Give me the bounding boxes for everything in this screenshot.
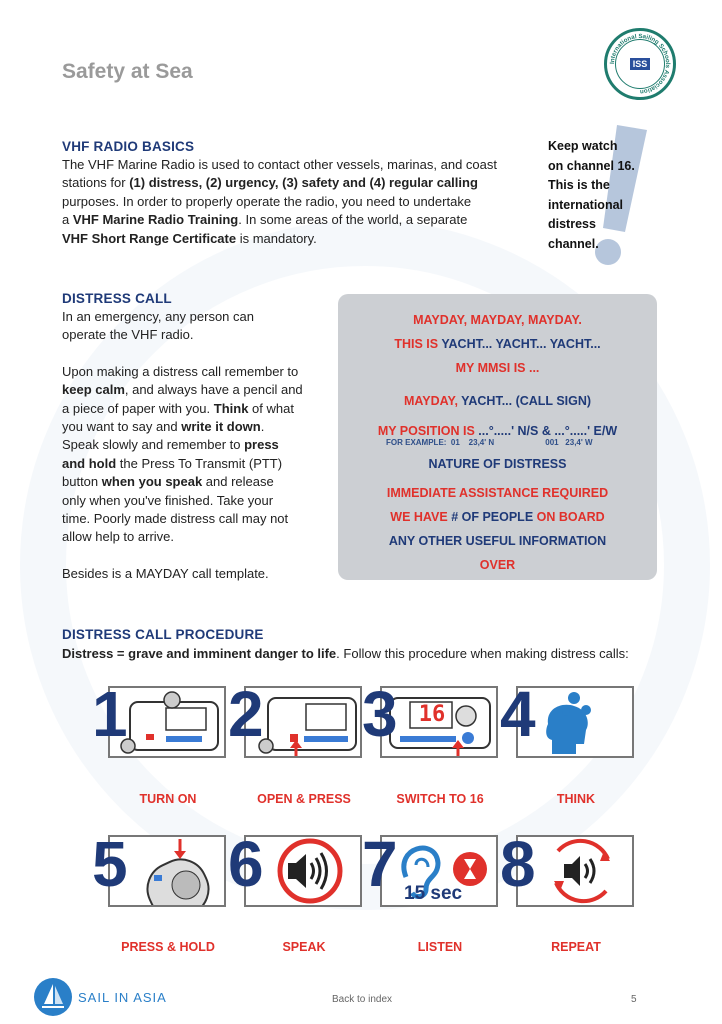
page-title: Safety at Sea: [62, 60, 193, 83]
iss-logo: [604, 28, 676, 100]
template-line-4: MAYDAY, YACHT... (CALL SIGN): [403, 394, 592, 408]
svg-text:International Sailing Schools: [609, 33, 671, 95]
distress-paragraph: In an emergency, any person can operate the VHF radio. Upon making a distress call remember to keep calm, and always have a pencil and a piece of paper with you. Think of what you want to say and write it down. Speak slowly and remember to press and hold the Press To Transmit (PTT) button when you speak and release only when you've finished. Take your time. Poorly made distress call may not allow help to arrive. Besides is a MAYDAY call template.: [62, 309, 303, 581]
vhf-heading: VHF RADIO BASICS: [62, 139, 195, 154]
distress-heading: DISTRESS CALL: [62, 291, 172, 306]
step-4-number: 4: [500, 678, 536, 750]
step-6-label: SPEAK: [282, 940, 326, 954]
step-6-number: 6: [228, 828, 264, 900]
step-2-number: 2: [228, 678, 264, 750]
logo-ring-text: International Sailing Schools Association: [608, 32, 672, 96]
listen-duration: 15 sec: [404, 883, 463, 904]
procedure-heading: DISTRESS CALL PROCEDURE: [62, 627, 264, 642]
template-line-9: ANY OTHER USEFUL INFORMATION: [388, 534, 607, 548]
step-7-number: 7: [362, 828, 398, 900]
template-line-10: OVER: [479, 558, 516, 572]
sail-in-asia-logo-icon: [34, 978, 72, 1016]
template-line-3: MY MMSI IS ...: [455, 361, 540, 375]
step-3-box: [380, 686, 498, 758]
logo-ring-icon: [607, 31, 673, 97]
step-8-label: REPEAT: [551, 940, 601, 954]
step-5-number: 5: [92, 828, 128, 900]
template-line-2: THIS IS YACHT... YACHT... YACHT...: [394, 337, 601, 351]
template-line-5: MY POSITION IS ...°.....' N/S & ...°.....' E/W: [377, 424, 618, 438]
back-to-index-link[interactable]: Back to index: [332, 994, 393, 1005]
template-line-7: IMMEDIATE ASSISTANCE REQUIRED: [386, 486, 609, 500]
template-example: FOR EXAMPLE: 01 23,4' N 001 23,4' W: [386, 438, 593, 447]
step-3-label: SWITCH TO 16: [396, 792, 484, 806]
template-line-6: NATURE OF DISTRESS: [428, 457, 567, 471]
step-1-number: 1: [92, 678, 128, 750]
step-7-box: [380, 835, 498, 907]
step-3-number: 3: [362, 678, 398, 750]
iss-logo-text: ISS: [630, 58, 651, 70]
template-line-8: WE HAVE # OF PEOPLE ON BOARD: [390, 510, 605, 524]
footer-brand: SAIL IN ASIA: [78, 990, 167, 1005]
vhf-paragraph: The VHF Marine Radio is used to contact other vessels, marinas, and coast stations for (1) distress, (2) urgency, (3) safety and (4) regular calling purposes. In order to properly operate the radio, you need to undertake a VHF Marine Radio Training. In some areas of the world, a separate VHF Short Range Certificate is mandatory.: [62, 157, 497, 246]
procedure-intro: Distress = grave and imminent danger to life. Follow this procedure when making distress calls:: [62, 646, 629, 661]
step-8-number: 8: [500, 828, 536, 900]
step-2-label: OPEN & PRESS: [257, 792, 351, 806]
step-1-label: TURN ON: [139, 792, 197, 806]
channel-display: 16: [418, 702, 446, 727]
template-line-1: MAYDAY, MAYDAY, MAYDAY.: [413, 313, 582, 327]
page-number: 5: [631, 994, 637, 1005]
step-4-label: THINK: [556, 792, 596, 806]
step-5-label: PRESS & HOLD: [121, 940, 215, 954]
keep-watch-note: Keep watch on channel 16. This is the international distress channel.: [548, 139, 635, 251]
step-7-label: LISTEN: [417, 940, 463, 954]
